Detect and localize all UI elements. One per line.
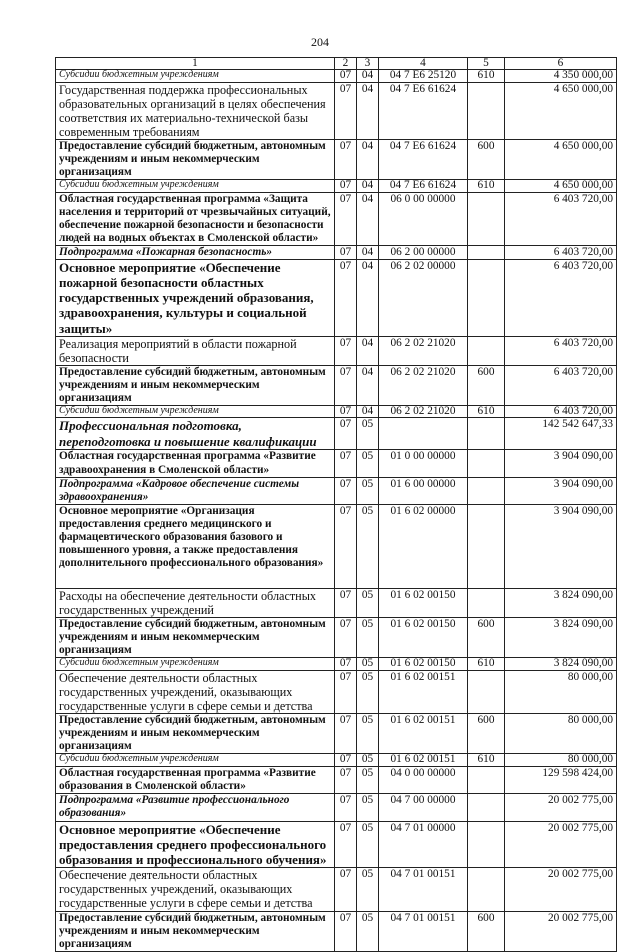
row-expense-type bbox=[468, 504, 505, 588]
row-target-article: 04 7 Е6 25120 bbox=[379, 70, 468, 82]
row-subsection: 05 bbox=[357, 504, 379, 588]
row-name: Государственная поддержка профессиональных образовательных организаций в целях обеспечения соответствия их материально-технической базы современным требованиям bbox=[56, 82, 335, 140]
row-target-article: 06 0 00 00000 bbox=[379, 192, 468, 245]
row-subsection: 05 bbox=[357, 868, 379, 911]
header-row bbox=[56, 58, 617, 70]
row-expense-type: 610 bbox=[468, 406, 505, 418]
row-expense-type bbox=[468, 192, 505, 245]
page-number: 204 bbox=[311, 35, 329, 49]
row-target-article: 01 6 02 00151 bbox=[379, 714, 468, 754]
row-target-article: 06 2 02 21020 bbox=[379, 406, 468, 418]
row-name: Основное мероприятие «Обеспечение пожарной безопасности областных государственных учреждений образования, здравоохранения, культуры и социальной защиты» bbox=[56, 260, 335, 336]
table-row bbox=[56, 754, 617, 766]
row-amount: 3 824 090,00 bbox=[505, 658, 617, 670]
header-col-5: 5 bbox=[468, 58, 505, 70]
row-amount: 6 403 720,00 bbox=[505, 336, 617, 365]
table-row bbox=[56, 260, 617, 336]
row-section: 07 bbox=[335, 714, 357, 754]
table-row bbox=[56, 588, 617, 617]
row-subsection: 04 bbox=[357, 260, 379, 336]
row-expense-type: 610 bbox=[468, 180, 505, 192]
row-expense-type bbox=[468, 477, 505, 504]
row-amount: 6 403 720,00 bbox=[505, 260, 617, 336]
row-section: 07 bbox=[335, 140, 357, 180]
row-subsection: 04 bbox=[357, 82, 379, 140]
row-name: Областная государственная программа «Защита населения и территорий от чрезвычайных ситуаций, обеспечение пожарной безопасности и безопасности людей на водных объектах в Смоленской области» bbox=[56, 192, 335, 245]
row-name: Субсидии бюджетным учреждениям bbox=[56, 658, 335, 670]
row-expense-type bbox=[468, 821, 505, 867]
row-target-article: 06 2 02 21020 bbox=[379, 336, 468, 365]
row-target-article: 06 2 02 21020 bbox=[379, 365, 468, 405]
row-amount: 4 650 000,00 bbox=[505, 82, 617, 140]
table-row bbox=[56, 70, 617, 82]
row-name: Основное мероприятие «Организация предоставления среднего медицинского и фармацевтического образования базового и повышенного уровня, а также предоставления дополнительного профессионального образования» bbox=[56, 504, 335, 588]
row-name: Реализация мероприятий в области пожарной безопасности bbox=[56, 336, 335, 365]
table-row bbox=[56, 365, 617, 405]
table-row bbox=[56, 82, 617, 140]
row-section: 07 bbox=[335, 70, 357, 82]
row-target-article: 04 7 Е6 61624 bbox=[379, 180, 468, 192]
row-expense-type: 600 bbox=[468, 140, 505, 180]
row-expense-type: 610 bbox=[468, 658, 505, 670]
row-amount: 20 002 775,00 bbox=[505, 821, 617, 867]
row-name: Субсидии бюджетным учреждениям bbox=[56, 754, 335, 766]
row-target-article: 04 7 01 00151 bbox=[379, 911, 468, 951]
row-amount: 80 000,00 bbox=[505, 754, 617, 766]
row-amount: 3 824 090,00 bbox=[505, 618, 617, 658]
row-amount: 6 403 720,00 bbox=[505, 406, 617, 418]
row-target-article: 04 7 00 00000 bbox=[379, 793, 468, 821]
row-subsection: 05 bbox=[357, 911, 379, 951]
row-amount: 3 904 090,00 bbox=[505, 504, 617, 588]
budget-table bbox=[55, 57, 617, 952]
row-amount: 80 000,00 bbox=[505, 714, 617, 754]
table-row bbox=[56, 618, 617, 658]
row-target-article: 01 6 02 00151 bbox=[379, 670, 468, 713]
row-section: 07 bbox=[335, 336, 357, 365]
row-subsection: 05 bbox=[357, 714, 379, 754]
row-expense-type: 600 bbox=[468, 714, 505, 754]
row-section: 07 bbox=[335, 658, 357, 670]
table-row bbox=[56, 821, 617, 867]
row-target-article: 04 7 01 00151 bbox=[379, 868, 468, 911]
row-section: 07 bbox=[335, 504, 357, 588]
row-section: 07 bbox=[335, 450, 357, 477]
row-expense-type: 600 bbox=[468, 618, 505, 658]
row-name: Предоставление субсидий бюджетным, автономным учреждениям и иным некоммерческим организациям bbox=[56, 365, 335, 405]
table-row bbox=[56, 140, 617, 180]
row-subsection: 05 bbox=[357, 766, 379, 793]
row-expense-type bbox=[468, 793, 505, 821]
row-name: Предоставление субсидий бюджетным, автономным учреждениям и иным некоммерческим организациям bbox=[56, 618, 335, 658]
row-target-article: 01 6 00 00000 bbox=[379, 477, 468, 504]
row-subsection: 04 bbox=[357, 246, 379, 260]
table-row bbox=[56, 336, 617, 365]
row-section: 07 bbox=[335, 260, 357, 336]
row-subsection: 04 bbox=[357, 406, 379, 418]
row-section: 07 bbox=[335, 911, 357, 951]
header-col-4: 4 bbox=[379, 58, 468, 70]
row-subsection: 05 bbox=[357, 754, 379, 766]
row-subsection: 05 bbox=[357, 658, 379, 670]
row-section: 07 bbox=[335, 821, 357, 867]
row-target-article: 06 2 00 00000 bbox=[379, 246, 468, 260]
row-section: 07 bbox=[335, 246, 357, 260]
row-name: Обеспечение деятельности областных государственных учреждений, оказывающих государственные услуги в сфере семьи и детства bbox=[56, 868, 335, 911]
table-row bbox=[56, 477, 617, 504]
row-name: Обеспечение деятельности областных государственных учреждений, оказывающих государственные услуги в сфере семьи и детства bbox=[56, 670, 335, 713]
row-name: Основное мероприятие «Обеспечение предоставления среднего профессионального образования и профессионального обучения» bbox=[56, 821, 335, 867]
table-row bbox=[56, 418, 617, 450]
row-expense-type bbox=[468, 766, 505, 793]
row-section: 07 bbox=[335, 82, 357, 140]
row-target-article: 01 6 02 00150 bbox=[379, 618, 468, 658]
row-name: Областная государственная программа «Развитие здравоохранения в Смоленской области» bbox=[56, 450, 335, 477]
row-target-article: 04 7 Е6 61624 bbox=[379, 140, 468, 180]
row-target-article: 04 7 01 00000 bbox=[379, 821, 468, 867]
row-section: 07 bbox=[335, 588, 357, 617]
row-name: Субсидии бюджетным учреждениям bbox=[56, 406, 335, 418]
row-section: 07 bbox=[335, 754, 357, 766]
row-expense-type bbox=[468, 450, 505, 477]
row-expense-type: 610 bbox=[468, 754, 505, 766]
row-target-article: 01 6 02 00150 bbox=[379, 588, 468, 617]
row-amount: 6 403 720,00 bbox=[505, 365, 617, 405]
row-section: 07 bbox=[335, 618, 357, 658]
table-row bbox=[56, 180, 617, 192]
row-section: 07 bbox=[335, 180, 357, 192]
row-subsection: 05 bbox=[357, 588, 379, 617]
row-expense-type bbox=[468, 82, 505, 140]
row-expense-type bbox=[468, 336, 505, 365]
row-target-article: 01 6 02 00000 bbox=[379, 504, 468, 588]
table-row bbox=[56, 450, 617, 477]
row-name: Подпрограмма «Развитие профессионального образования» bbox=[56, 793, 335, 821]
row-subsection: 05 bbox=[357, 670, 379, 713]
row-section: 07 bbox=[335, 477, 357, 504]
header-col-2: 2 bbox=[335, 58, 357, 70]
row-name: Профессиональная подготовка, переподготовка и повышение квалификации bbox=[56, 418, 335, 450]
row-subsection: 05 bbox=[357, 418, 379, 450]
row-subsection: 04 bbox=[357, 336, 379, 365]
header-col-3: 3 bbox=[357, 58, 379, 70]
row-expense-type: 610 bbox=[468, 70, 505, 82]
table-row bbox=[56, 658, 617, 670]
row-expense-type bbox=[468, 588, 505, 617]
table-row bbox=[56, 406, 617, 418]
row-subsection: 05 bbox=[357, 450, 379, 477]
table-row bbox=[56, 192, 617, 245]
row-name: Предоставление субсидий бюджетным, автономным учреждениям и иным некоммерческим организациям bbox=[56, 911, 335, 951]
row-target-article: 04 0 00 00000 bbox=[379, 766, 468, 793]
table-row bbox=[56, 911, 617, 951]
row-name: Расходы на обеспечение деятельности областных государственных учреждений bbox=[56, 588, 335, 617]
header-col-1: 1 bbox=[56, 58, 335, 70]
row-amount: 20 002 775,00 bbox=[505, 911, 617, 951]
row-name: Субсидии бюджетным учреждениям bbox=[56, 70, 335, 82]
row-expense-type bbox=[468, 260, 505, 336]
row-target-article: 01 6 02 00151 bbox=[379, 754, 468, 766]
row-subsection: 04 bbox=[357, 180, 379, 192]
row-amount: 20 002 775,00 bbox=[505, 793, 617, 821]
row-amount: 3 904 090,00 bbox=[505, 450, 617, 477]
row-expense-type: 600 bbox=[468, 911, 505, 951]
header-col-6: 6 bbox=[505, 58, 617, 70]
row-section: 07 bbox=[335, 670, 357, 713]
row-subsection: 05 bbox=[357, 793, 379, 821]
row-subsection: 05 bbox=[357, 618, 379, 658]
row-target-article: 04 7 Е6 61624 bbox=[379, 82, 468, 140]
row-subsection: 05 bbox=[357, 821, 379, 867]
row-amount: 6 403 720,00 bbox=[505, 246, 617, 260]
row-amount: 3 824 090,00 bbox=[505, 588, 617, 617]
table-row bbox=[56, 670, 617, 713]
row-amount: 20 002 775,00 bbox=[505, 868, 617, 911]
row-amount: 3 904 090,00 bbox=[505, 477, 617, 504]
row-name: Предоставление субсидий бюджетным, автономным учреждениям и иным некоммерческим организациям bbox=[56, 714, 335, 754]
row-name: Подпрограмма «Пожарная безопасность» bbox=[56, 246, 335, 260]
row-subsection: 04 bbox=[357, 140, 379, 180]
row-name: Областная государственная программа «Развитие образования в Смоленской области» bbox=[56, 766, 335, 793]
table-row bbox=[56, 793, 617, 821]
row-target-article: 01 0 00 00000 bbox=[379, 450, 468, 477]
row-name: Предоставление субсидий бюджетным, автономным учреждениям и иным некоммерческим организациям bbox=[56, 140, 335, 180]
row-expense-type bbox=[468, 670, 505, 713]
row-subsection: 04 bbox=[357, 365, 379, 405]
row-name: Субсидии бюджетным учреждениям bbox=[56, 180, 335, 192]
row-name: Подпрограмма «Кадровое обеспечение системы здравоохранения» bbox=[56, 477, 335, 504]
table-row bbox=[56, 766, 617, 793]
row-amount: 4 650 000,00 bbox=[505, 180, 617, 192]
row-target-article bbox=[379, 418, 468, 450]
row-subsection: 05 bbox=[357, 477, 379, 504]
row-subsection: 04 bbox=[357, 192, 379, 245]
row-section: 07 bbox=[335, 766, 357, 793]
row-section: 07 bbox=[335, 793, 357, 821]
row-amount: 80 000,00 bbox=[505, 670, 617, 713]
row-expense-type bbox=[468, 418, 505, 450]
table-row bbox=[56, 714, 617, 754]
row-section: 07 bbox=[335, 868, 357, 911]
table-row bbox=[56, 504, 617, 588]
row-expense-type bbox=[468, 246, 505, 260]
row-section: 07 bbox=[335, 418, 357, 450]
row-amount: 6 403 720,00 bbox=[505, 192, 617, 245]
row-expense-type: 600 bbox=[468, 365, 505, 405]
row-target-article: 01 6 02 00150 bbox=[379, 658, 468, 670]
row-amount: 4 350 000,00 bbox=[505, 70, 617, 82]
row-section: 07 bbox=[335, 406, 357, 418]
row-section: 07 bbox=[335, 365, 357, 405]
row-section: 07 bbox=[335, 192, 357, 245]
row-subsection: 04 bbox=[357, 70, 379, 82]
row-amount: 142 542 647,33 bbox=[505, 418, 617, 450]
row-target-article: 06 2 02 00000 bbox=[379, 260, 468, 336]
table-row bbox=[56, 246, 617, 260]
row-amount: 129 598 424,00 bbox=[505, 766, 617, 793]
row-amount: 4 650 000,00 bbox=[505, 140, 617, 180]
